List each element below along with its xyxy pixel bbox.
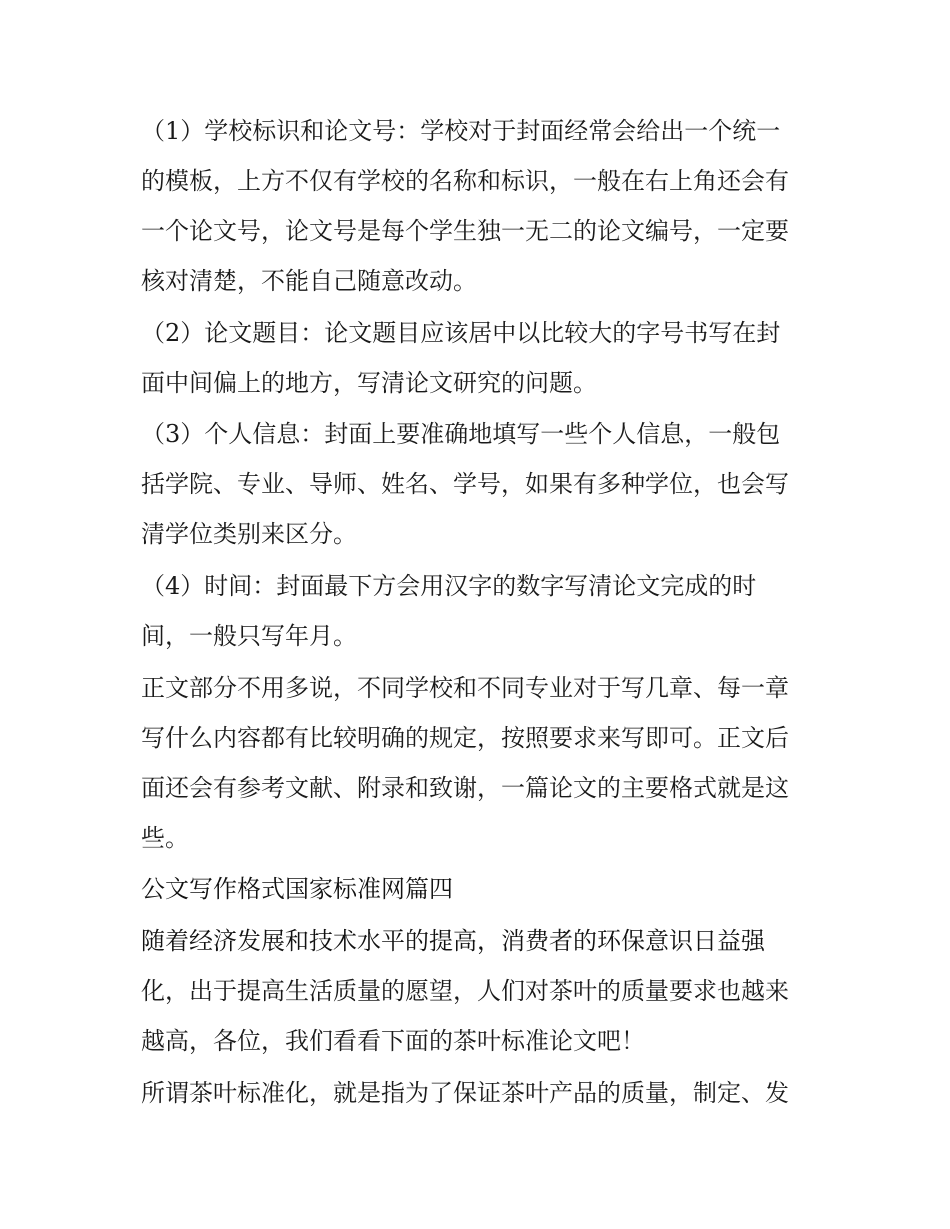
paragraph-line: 核对清楚，不能自己随意改动。 xyxy=(141,267,477,295)
paragraph-line: 正文部分不用多说，不同学校和不同专业对于写几章、每一章 xyxy=(141,674,789,702)
paragraph-line: （4）时间：封面最下方会用汉字的数字写清论文完成的时 xyxy=(141,572,757,600)
paragraph-line: 的模板，上方不仅有学校的名称和标识，一般在右上角还会有 xyxy=(141,167,789,195)
paragraph-line: 面还会有参考文献、附录和致谢，一篇论文的主要格式就是这 xyxy=(141,774,789,802)
intro-line: 随着经济发展和技术水平的提高，消费者的环保意识日益强 xyxy=(141,927,765,955)
paragraph-line: 间，一般只写年月。 xyxy=(141,622,357,650)
paragraph-line: 越高，各位，我们看看下面的茶叶标准论文吧！ xyxy=(141,1027,645,1055)
paragraph-line: 写什么内容都有比较明确的规定，按照要求来写即可。正文后 xyxy=(141,724,789,752)
paragraph-line: （1）学校标识和论文号：学校对于封面经常会给出一个统一 xyxy=(141,117,781,145)
paragraph-line: 面中间偏上的地方，写清论文研究的问题。 xyxy=(141,369,597,397)
paragraph-line: 化，出于提高生活质量的愿望，人们对茶叶的质量要求也越来 xyxy=(141,977,789,1005)
paragraph-line: 清学位类别来区分。 xyxy=(141,520,357,548)
paragraph-line: （3）个人信息：封面上要准确地填写一些个人信息，一般包 xyxy=(141,420,781,448)
paragraph-line: 一个论文号，论文号是每个学生独一无二的论文编号，一定要 xyxy=(141,217,789,245)
section-heading: 公文写作格式国家标准网篇四 xyxy=(141,875,453,903)
paragraph-line: （2）论文题目：论文题目应该居中以比较大的字号书写在封 xyxy=(141,319,781,347)
paragraph-line: 所谓茶叶标准化，就是指为了保证茶叶产品的质量，制定、发 xyxy=(141,1079,789,1107)
paragraph-line: 括学院、专业、导师、姓名、学号，如果有多种学位，也会写 xyxy=(141,470,789,498)
paragraph-line: 些。 xyxy=(141,824,189,852)
